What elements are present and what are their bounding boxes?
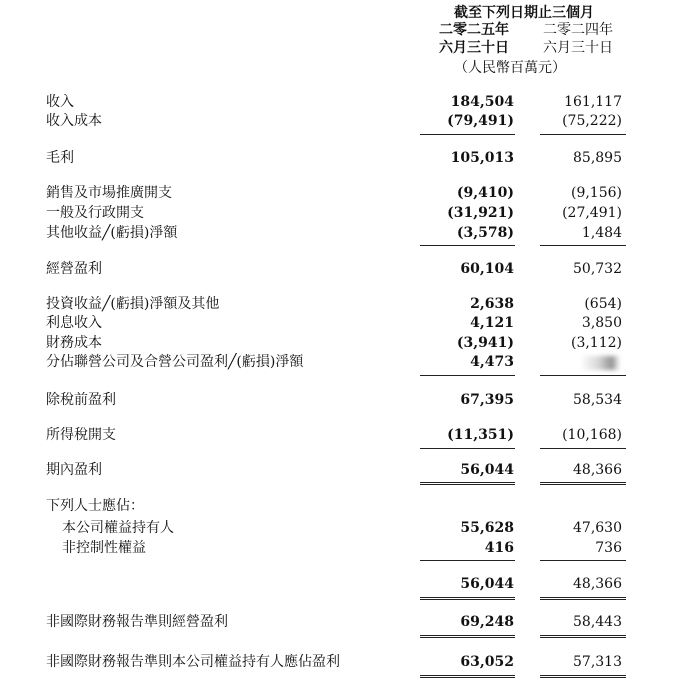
total-double-rule [540,635,626,638]
row-value-2025: (31,921) [447,205,514,221]
row-value-2025: 2,638 [470,296,514,312]
row-value-2024: 47,630 [573,520,622,536]
row-value-2024: 736 [595,540,622,556]
row-label-cost-of-revenue: 收入成本 [46,113,102,129]
subtotal-rule [420,375,515,376]
col1-year: 二零二五年 [439,22,509,38]
row-value-2025: 105,013 [450,150,514,166]
col2-year: 二零二四年 [543,22,613,38]
row-value-2024: (3,112) [570,335,622,351]
row-value-2025: 55,628 [460,520,514,536]
row-value-2024: 58,534 [573,392,622,408]
total-double-rule [420,597,515,600]
row-label-gross-profit: 毛利 [46,150,74,166]
row-value-2024: 161,117 [564,94,622,110]
row-label-selling-expenses: 銷售及市場推廣開支 [46,185,172,201]
row-label-non-controlling: 非控制性權益 [62,540,146,556]
total-double-rule [420,482,515,485]
row-label-attributable-to: 下列人士應佔： [46,498,144,514]
row-value-2025: 4,473 [470,354,514,370]
redacted-value [580,356,620,370]
row-value-2024: (10,168) [562,427,622,443]
row-value-2024: (75,222) [562,113,622,129]
period-header: 截至下列日期止三個月 [454,5,594,21]
subtotal-rule [420,245,515,246]
row-value-2025: 56,044 [460,462,514,478]
row-value-2024: 85,895 [573,150,622,166]
row-value-2024: (9,156) [570,185,622,201]
row-label-revenue: 收入 [46,94,74,110]
total-double-rule [540,482,626,485]
row-value-2025: (11,351) [447,427,514,443]
row-label-share-of-associates: 分佔聯營公司及合營公司盈利╱(虧損)淨額 [46,354,304,370]
row-value-2025: 416 [484,540,514,556]
total-double-rule [540,597,626,600]
row-label-non-ifrs-operating-profit: 非國際財務報告準則經營盈利 [46,614,228,630]
row-value-2025: 184,504 [450,94,514,110]
row-value-2024: 58,443 [573,614,622,630]
row-value-2025: 60,104 [460,261,514,277]
row-value-2025: 69,248 [460,614,514,630]
total-double-rule [540,675,626,678]
row-value-2025: 56,044 [460,576,514,592]
row-label-period-profit: 期內盈利 [46,462,102,478]
row-label-interest-income: 利息收入 [46,315,102,331]
subtotal-rule [420,448,515,449]
row-value-2024: 48,366 [573,462,622,478]
row-value-2024: 48,366 [573,576,622,592]
row-label-other-gains: 其他收益╱(虧損)淨額 [46,225,178,241]
row-value-2024: 1,484 [581,225,622,241]
row-label-investment-gains: 投資收益╱(虧損)淨額及其他 [46,296,220,312]
row-label-finance-costs: 財務成本 [46,335,102,351]
subtotal-rule [540,245,626,246]
subtotal-rule [540,448,626,449]
row-label-income-tax: 所得稅開支 [46,427,116,443]
row-label-admin-expenses: 一般及行政開支 [46,205,144,221]
unit-label: （人民幣百萬元） [454,60,566,76]
col2-date: 六月三十日 [543,40,613,56]
row-label-profit-before-tax: 除稅前盈利 [46,392,116,408]
total-double-rule [420,675,515,678]
row-value-2025: 4,121 [470,315,514,331]
row-value-2024: 57,313 [573,654,622,670]
row-value-2024: 50,732 [573,261,622,277]
row-value-2025: 67,395 [460,392,514,408]
row-value-2024: 3,850 [581,315,622,331]
subtotal-rule [540,375,626,376]
row-value-2024: (654) [584,296,622,312]
total-double-rule [420,635,515,638]
col1-date: 六月三十日 [439,40,509,56]
row-value-2025: (9,410) [456,185,514,201]
row-value-2024: (27,491) [562,205,622,221]
row-value-2025: (3,941) [456,335,514,351]
row-value-2025: (3,578) [456,225,514,241]
row-value-2025: (79,491) [447,113,514,129]
row-label-non-ifrs-attributable-profit: 非國際財務報告準則本公司權益持有人應佔盈利 [46,654,340,670]
subtotal-rule [420,134,515,135]
subtotal-rule [540,134,626,135]
subtotal-rule [420,560,515,561]
row-label-equity-holders: 本公司權益持有人 [62,520,174,536]
row-label-operating-profit: 經營盈利 [46,261,102,277]
row-value-2025: 63,052 [460,654,514,670]
subtotal-rule [540,560,626,561]
